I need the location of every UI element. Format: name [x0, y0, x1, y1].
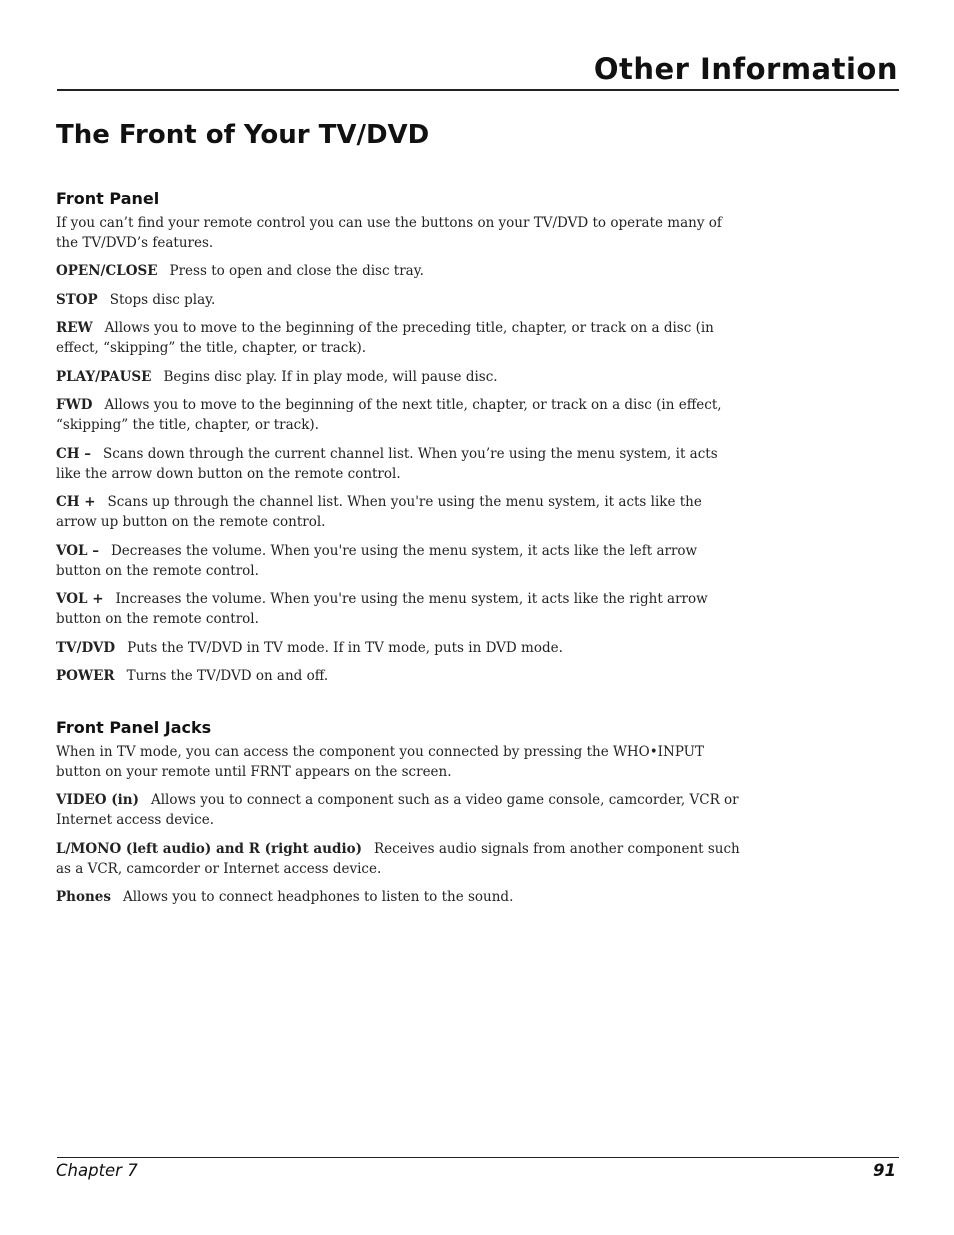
header-section-title: Other Information — [593, 52, 898, 86]
definition-item — [56, 541, 746, 581]
definition-term: TV/DVD — [56, 639, 116, 656]
definition-item — [56, 790, 746, 830]
definition-term: VOL – — [56, 542, 99, 559]
definition-desc: Allows you to move to the beginning of the preceding title, chapter, or track on a disc (in effect, “skipping” the title, chapter, or track). — [56, 320, 714, 356]
definition-item — [56, 839, 746, 879]
definition-desc: Allows you to connect headphones to listen to the sound. — [122, 889, 514, 905]
front-panel-intro: If you can’t find your remote control you can use the buttons on your TV/DVD to operate many of the TV/DVD’s features. — [56, 215, 722, 251]
definition-desc: Increases the volume. When you're using the menu system, it acts like the right arrow button on the remote control. — [56, 591, 708, 627]
definition-item — [56, 261, 746, 281]
definition-item — [56, 589, 746, 629]
definition-term: REW — [56, 320, 93, 336]
footer-page-number: 91 — [873, 1161, 896, 1180]
definition-desc: Scans up through the channel list. When you're using the menu system, it acts like the arrow up button on the remote control. — [56, 494, 702, 530]
footer-rule — [57, 1157, 899, 1158]
definition-item — [56, 666, 746, 686]
definition-term: POWER — [56, 668, 115, 684]
front-panel-jacks-intro: When in TV mode, you can access the component you connected by pressing the WHO•INPUT button on your remote until FRNT appears on the screen. — [56, 744, 705, 780]
page-title: The Front of Your TV/DVD — [56, 120, 430, 150]
definition-desc: Scans down through the current channel list. When you’re using the menu system, it acts like the arrow down button on the remote control. — [56, 445, 718, 482]
definition-item — [56, 638, 746, 658]
definition-term: OPEN/CLOSE — [56, 263, 158, 279]
definition-item — [56, 444, 746, 484]
definition-term: CH – — [56, 445, 91, 462]
front-panel-jacks-section — [56, 718, 746, 916]
definition-desc: Receives audio signals from another component such as a VCR, camcorder or Internet access device. — [56, 840, 740, 877]
definition-item — [56, 492, 746, 532]
definition-term: VIDEO (in) — [56, 792, 139, 808]
definition-desc: Press to open and close the disc tray. — [169, 263, 424, 279]
definition-desc: Stops disc play. — [109, 291, 216, 308]
definition-term: Phones — [56, 889, 111, 905]
definition-desc: Decreases the volume. When you're using the menu system, it acts like the left arrow button on the remote control. — [56, 542, 698, 579]
definition-item — [56, 318, 746, 358]
definition-item — [56, 887, 746, 907]
definition-desc: Allows you to move to the beginning of the next title, chapter, or track on a disc (in effect, “skipping” the title, chapter, or track). — [56, 397, 722, 433]
definition-desc: Puts the TV/DVD in TV mode. If in TV mode, puts in DVD mode. — [127, 639, 563, 656]
definition-item — [56, 367, 746, 387]
front-panel-jacks-heading: Front Panel Jacks — [56, 718, 212, 737]
definition-item — [56, 395, 746, 435]
definition-term: CH + — [56, 494, 96, 510]
definition-desc: Allows you to connect a component such as a video game console, camcorder, VCR or Internet access device. — [56, 792, 739, 828]
definition-term: STOP — [56, 291, 98, 308]
definition-item — [56, 290, 746, 310]
front-panel-section — [56, 189, 746, 695]
definition-desc: Begins disc play. If in play mode, will pause disc. — [163, 368, 498, 385]
footer-chapter: Chapter 7 — [56, 1161, 138, 1180]
definition-term: PLAY/PAUSE — [56, 368, 152, 385]
definition-term: FWD — [56, 397, 93, 413]
front-panel-heading: Front Panel — [56, 189, 160, 208]
definition-term: L/MONO (left audio) and R (right audio) — [56, 840, 362, 857]
definition-desc: Turns the TV/DVD on and off. — [126, 668, 329, 684]
header-rule — [57, 89, 899, 91]
definition-term: VOL + — [56, 591, 104, 607]
